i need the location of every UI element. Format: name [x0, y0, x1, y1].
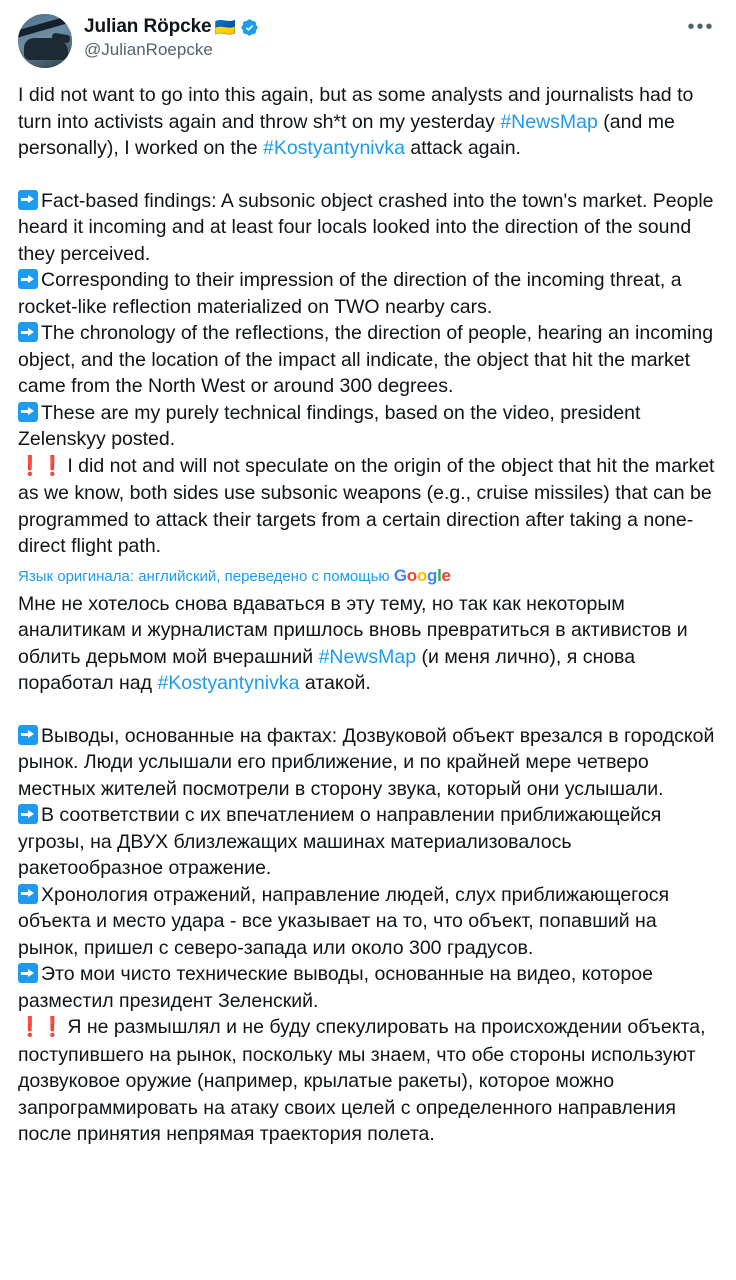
author-handle[interactable]: @JulianRoepcke — [84, 39, 213, 59]
translated-bullet-4-text: Это мои чисто технические выводы, основанные на видео, которое разместил президент Зеленский. — [18, 963, 653, 1012]
paragraph-spacer — [18, 697, 718, 723]
original-bullet-5 — [18, 453, 718, 560]
original-paragraph-1 — [18, 82, 718, 162]
translated-bullet-4 — [18, 961, 718, 1014]
author-display-name[interactable]: Julian Röpcke — [84, 16, 212, 37]
paragraph-spacer — [18, 162, 718, 188]
translated-p1-text-b: (и меня лично), я снова поработал над — [18, 645, 636, 694]
original-bullet-5-text: I did not and will not speculate on the origin of the object that hit the market as we know, both sides use subsonic weapons (e.g., cruise missiles) that can be programmed to attack their targets from a certain direction after taking a none-direct flight path. — [18, 454, 715, 557]
right-arrow-icon — [18, 963, 38, 983]
display-name-row — [84, 16, 672, 39]
original-bullet-2-text: Corresponding to their impression of the direction of the incoming threat, a rocket-like reflection materialized on TWO nearby cars. — [18, 269, 682, 318]
original-bullet-1-text: Fact-based findings: A subsonic object crashed into the town's market. People heard it incoming and at least four locals looked into the direction of the sound they perceived. — [18, 189, 714, 265]
original-p1-text-a: I did not want to go into this again, but as some analysts and journalists had to turn into activists again and throw sh*t on my yesterday — [18, 84, 694, 133]
hashtag-kostyantynivka-link-translated[interactable]: #Kostyantynivka — [157, 672, 300, 694]
hashtag-newsmap-link-translated[interactable]: #NewsMap — [318, 645, 417, 668]
right-arrow-icon — [18, 725, 38, 745]
original-bullet-2 — [18, 267, 718, 320]
translated-p1-text-a: Мне не хотелось снова вдаваться в эту тему, но так как некоторым аналитикам и журналистам пришлось вновь превратиться в активистов и облить дерьмом мой вчерашний — [18, 592, 688, 668]
translated-bullet-3-text: Хронология отражений, направление людей, слух приближающегося объекта и место удара - все указывает на то, что объект, попавший на рынок, пришел с северо-запада или около 300 градусов. — [18, 883, 669, 959]
author-names — [84, 14, 672, 60]
right-arrow-icon — [18, 884, 38, 904]
double-exclamation-icon: ❗❗ — [18, 1017, 64, 1038]
right-arrow-icon — [18, 190, 38, 210]
right-arrow-icon — [18, 322, 38, 342]
ukraine-flag-icon: 🇺🇦 — [214, 17, 236, 37]
original-p1-text-c: attack again. — [404, 137, 521, 159]
right-arrow-icon — [18, 269, 38, 289]
translated-bullet-2 — [18, 802, 718, 882]
translation-notice — [18, 566, 718, 587]
double-exclamation-icon: ❗❗ — [18, 455, 64, 477]
translated-bullet-2-text: В соответствии с их впечатлением о направлении приближающейся угрозы, на ДВУХ близлежащих машинах материализовалось ракетообразное отражение. — [18, 804, 662, 879]
tweet-body — [18, 82, 718, 1148]
translated-bullet-5 — [18, 1014, 718, 1148]
translated-bullet-1 — [18, 723, 718, 803]
hashtag-newsmap-link[interactable]: #NewsMap — [500, 110, 598, 133]
right-arrow-icon — [18, 804, 38, 824]
translation-notice-text: Язык оригинала: английский, переведено с помощью — [18, 567, 394, 585]
translated-bullet-5-text: Я не размышлял и не буду спекулировать на происхождении объекта, поступившего на рынок, поскольку мы знаем, что обе стороны используют дозвуковое оружие (например, крылатые ракеты), которое можно запрограммировать на атаку своих целей с определенного направления после принятия непрямая траектория полета. — [18, 1016, 706, 1145]
original-bullet-3 — [18, 320, 718, 400]
translated-paragraph-1 — [18, 591, 718, 697]
original-bullet-3-text: The chronology of the reflections, the direction of people, hearing an incoming object, and the location of the impact all indicate, the object that hit the market came from the North West or around 300 degrees. — [18, 322, 714, 397]
translated-bullet-3 — [18, 882, 718, 962]
right-arrow-icon — [18, 402, 38, 422]
avatar[interactable] — [18, 14, 72, 68]
translated-bullet-1-text: Выводы, основанные на фактах: Дозвуковой объект врезался в городской рынок. Люди услышали его приближение, и по крайней мере четверо местных жителей посмотрели в сторону звука, который они услышали. — [18, 724, 715, 800]
tweet-header — [18, 14, 718, 68]
original-bullet-1 — [18, 188, 718, 268]
hashtag-kostyantynivka-link[interactable]: #Kostyantynivka — [262, 137, 405, 159]
verified-badge-icon — [240, 18, 259, 37]
original-p1-text-b: (and me personally), I worked on the — [18, 110, 675, 159]
original-bullet-4-text: These are my purely technical findings, based on the video, president Zelenskyy posted. — [18, 401, 641, 450]
google-logo: Google — [393, 565, 451, 585]
translated-p1-text-c: атакой. — [299, 672, 371, 694]
original-bullet-4 — [18, 400, 718, 453]
more-options-icon[interactable]: ••• — [687, 16, 715, 38]
